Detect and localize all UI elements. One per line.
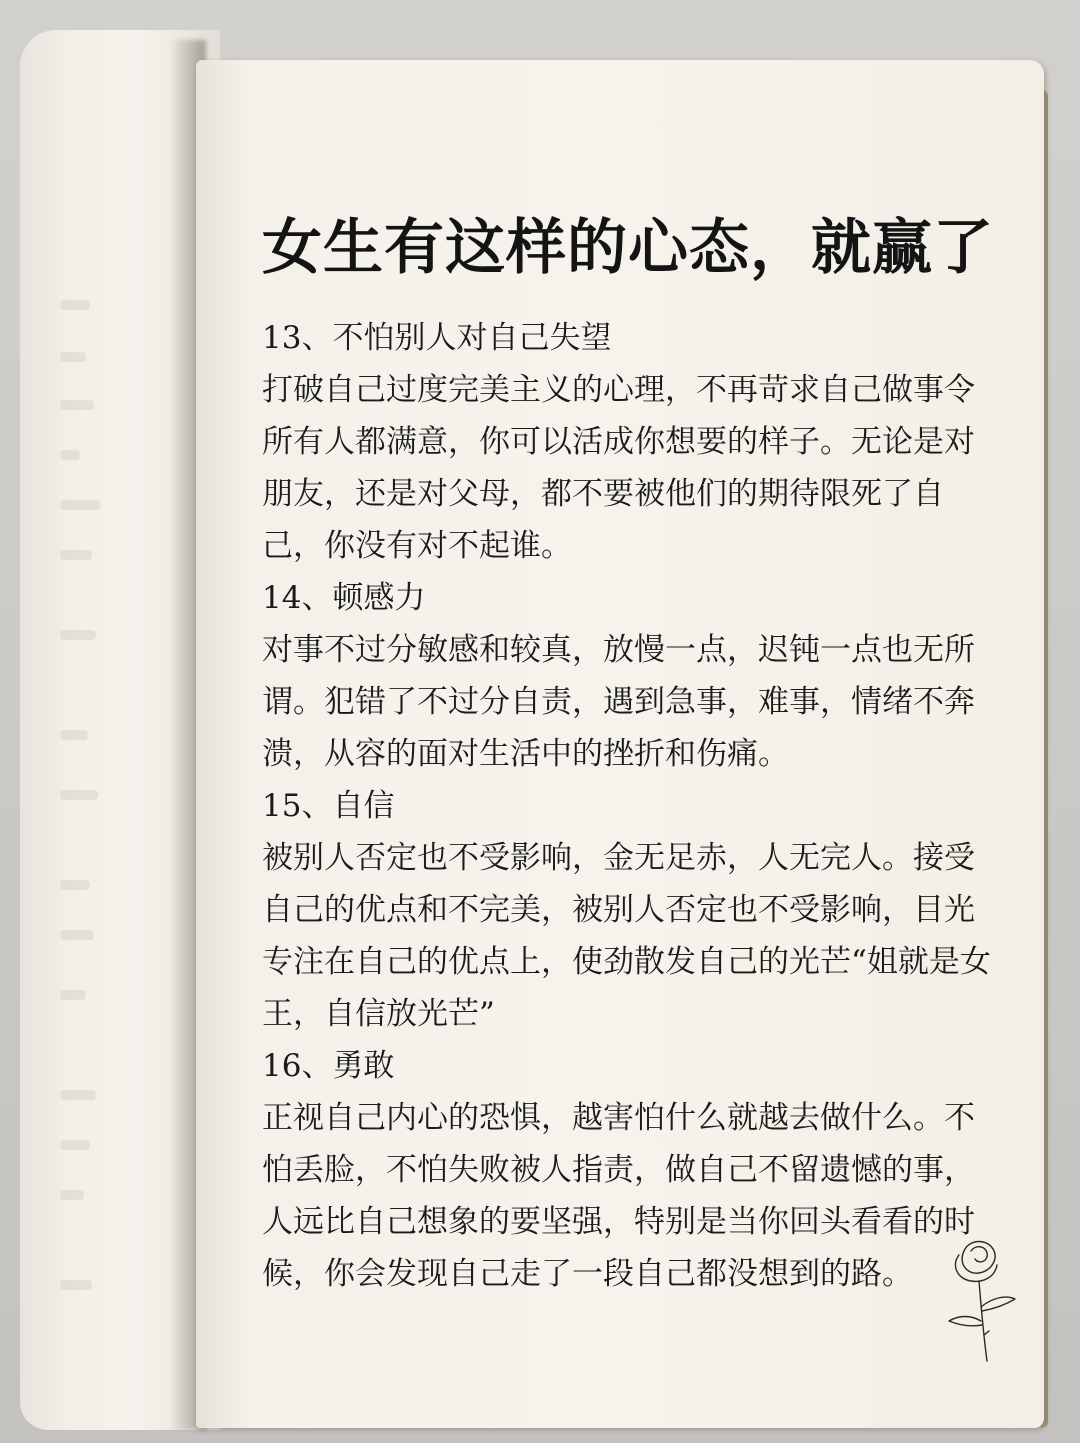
section-15	[262, 780, 1022, 1040]
section-body: 正视自己内心的恐惧，越害怕什么就越去做什么。不怕丢脸，不怕失败被人指责，做自己不留遗憾的事，人远比自己想象的要坚强，特别是当你回头看看的时候，你会发现自己走了一段自己都没想到的路。	[262, 1100, 975, 1292]
section-body: 被别人否定也不受影响，金无足赤，人无完人。接受自己的优点和不完美，被别人否定也不受影响，目光专注在自己的优点上，使劲散发自己的光芒“姐就是女王，自信放光芒”	[262, 840, 991, 1032]
section-heading: 16、勇敢	[262, 1048, 395, 1084]
page-title: 女生有这样的心态，就赢了	[262, 213, 994, 283]
section-heading: 14、顿感力	[262, 580, 426, 616]
section-heading: 13、不怕别人对自己失望	[262, 320, 612, 356]
section-heading: 15、自信	[262, 788, 395, 824]
rose-icon	[935, 1235, 1025, 1365]
page-content	[262, 200, 1022, 1300]
section-13	[262, 312, 1022, 572]
section-body: 打破自己过度完美主义的心理，不再苛求自己做事令所有人都满意，你可以活成你想要的样子。无论是对朋友，还是对父母，都不要被他们的期待限死了自己，你没有对不起谁。	[262, 372, 975, 564]
section-body: 对事不过分敏感和较真，放慢一点，迟钝一点也无所谓。犯错了不过分自责，遇到急事，难事，情绪不奔溃，从容的面对生活中的挫折和伤痛。	[262, 632, 975, 772]
section-14	[262, 572, 1022, 780]
section-16	[262, 1040, 1022, 1300]
